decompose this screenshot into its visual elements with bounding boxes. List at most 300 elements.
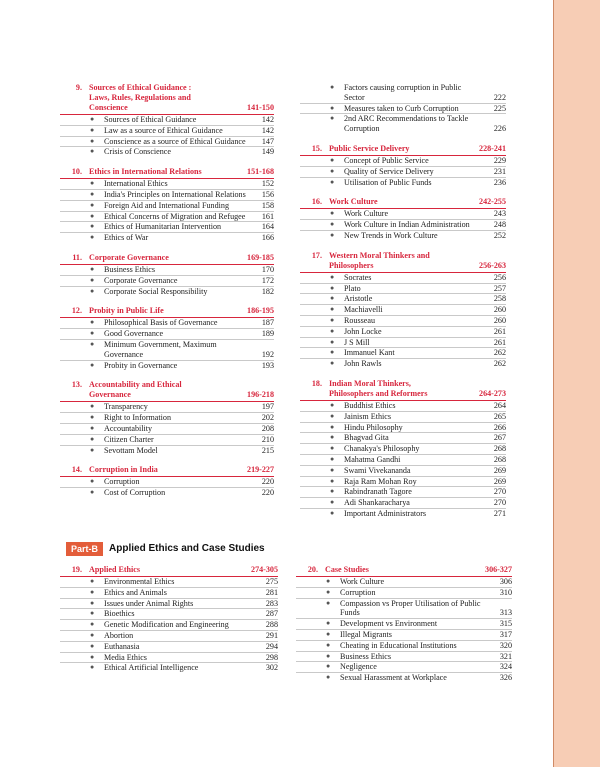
entry-title: Issues under Animal Rights bbox=[104, 598, 194, 608]
entry-title: Immanuel Kant bbox=[344, 348, 395, 358]
continued-entries bbox=[300, 83, 506, 134]
entry-title: Philosophical Basis of Governance bbox=[104, 318, 218, 328]
toc-entry bbox=[300, 178, 506, 188]
toc-entry bbox=[60, 599, 278, 610]
section-heading bbox=[60, 167, 274, 177]
toc-section bbox=[300, 379, 506, 519]
bullet-icon: ● bbox=[326, 629, 331, 638]
entry-title: Abortion bbox=[104, 630, 134, 640]
entry-page: 315 bbox=[499, 619, 512, 629]
toc-entry bbox=[296, 662, 512, 673]
section-heading bbox=[60, 83, 274, 113]
entry-title: Sources of Ethical Guidance bbox=[104, 115, 197, 124]
toc-entry bbox=[300, 104, 506, 115]
section-heading bbox=[300, 251, 506, 271]
section-heading bbox=[300, 379, 506, 399]
toc-entry bbox=[60, 588, 278, 599]
toc-entry bbox=[300, 294, 506, 305]
entry-page: 229 bbox=[493, 155, 506, 165]
toc-entry bbox=[300, 498, 506, 509]
section-page-range: 274-305 bbox=[251, 565, 278, 574]
entry-title: Bioethics bbox=[104, 609, 135, 619]
section-title: Western Moral Thinkers and Philosophers bbox=[329, 250, 430, 270]
bullet-icon: ● bbox=[330, 465, 335, 474]
entry-page: 158 bbox=[261, 200, 274, 210]
entry-title: Compassion vs Proper Utilisation of Public Funds bbox=[340, 598, 481, 618]
bullet-icon: ● bbox=[90, 339, 95, 348]
toc-entry bbox=[300, 338, 506, 349]
entry-title: Conscience as a source of Ethical Guidance bbox=[104, 136, 246, 146]
bullet-icon: ● bbox=[330, 326, 335, 335]
toc-entry bbox=[300, 305, 506, 316]
toc-entry bbox=[60, 620, 278, 631]
bullet-icon: ● bbox=[330, 400, 335, 409]
entry-page: 264 bbox=[493, 400, 506, 410]
entry-title: Ethics and Animals bbox=[104, 587, 167, 597]
toc-entry bbox=[60, 265, 274, 276]
toc-entry bbox=[300, 327, 506, 338]
entry-title: Business Ethics bbox=[340, 651, 392, 661]
bullet-icon: ● bbox=[330, 433, 335, 442]
entry-page: 202 bbox=[261, 413, 274, 423]
section-page-range: 256-263 bbox=[479, 260, 506, 270]
bullet-icon: ● bbox=[330, 83, 335, 91]
entry-title: Ethical Concerns of Migration and Refugee bbox=[104, 211, 246, 221]
bullet-icon: ● bbox=[330, 498, 335, 507]
toc-section bbox=[300, 251, 506, 369]
section-number: 13. bbox=[71, 380, 82, 390]
entry-page: 271 bbox=[493, 508, 506, 518]
part-badge: Part-B bbox=[66, 542, 103, 556]
toc-entry bbox=[60, 201, 274, 212]
section-number: 15. bbox=[311, 143, 322, 153]
bullet-icon: ● bbox=[90, 413, 95, 422]
entry-title: Negligence bbox=[340, 662, 377, 672]
bullet-icon: ● bbox=[330, 411, 335, 420]
entry-page: 294 bbox=[265, 641, 278, 651]
bullet-icon: ● bbox=[326, 651, 331, 660]
entry-page: 267 bbox=[493, 433, 506, 443]
bullet-icon: ● bbox=[90, 264, 95, 273]
bullet-icon: ● bbox=[330, 114, 335, 123]
entry-page: 317 bbox=[499, 629, 512, 639]
toc-entry bbox=[60, 609, 278, 620]
entry-page: 193 bbox=[261, 360, 274, 370]
section-title: Accountability and Ethical Governance bbox=[89, 380, 182, 400]
entry-title: Corporate Social Responsibility bbox=[104, 286, 208, 296]
right-column bbox=[300, 83, 506, 519]
entry-title: Ethics of War bbox=[104, 233, 149, 243]
entry-title: Rabindranath Tagore bbox=[344, 487, 412, 497]
entry-page: 260 bbox=[493, 315, 506, 325]
bullet-icon: ● bbox=[330, 272, 335, 281]
entry-title: Probity in Governance bbox=[104, 360, 178, 370]
part-b-heading bbox=[66, 541, 265, 556]
entry-title: International Ethics bbox=[104, 179, 168, 189]
entry-page: 291 bbox=[265, 630, 278, 640]
entry-title: Business Ethics bbox=[104, 264, 156, 274]
entry-title: Utilisation of Public Funds bbox=[344, 177, 432, 187]
toc-entry bbox=[60, 446, 274, 456]
toc-section bbox=[60, 253, 274, 296]
toc-entry bbox=[60, 318, 274, 329]
toc-entry bbox=[300, 444, 506, 455]
section-heading bbox=[60, 465, 274, 475]
entry-title: Concept of Public Service bbox=[344, 155, 429, 165]
toc-entry bbox=[60, 477, 274, 488]
entry-title: Buddhist Ethics bbox=[344, 400, 396, 410]
bullet-icon: ● bbox=[330, 166, 335, 175]
entry-page: 161 bbox=[261, 211, 274, 221]
toc-section bbox=[300, 197, 506, 240]
section-title: Probity in Public Life bbox=[89, 306, 164, 316]
entry-page: 324 bbox=[499, 662, 512, 672]
bullet-icon: ● bbox=[330, 294, 335, 303]
toc-entry bbox=[60, 147, 274, 157]
bullet-icon: ● bbox=[90, 641, 95, 650]
toc-entry bbox=[60, 663, 278, 673]
entry-title: Aristotle bbox=[344, 294, 373, 304]
bullet-icon: ● bbox=[90, 620, 95, 629]
entry-title: Right to Information bbox=[104, 413, 171, 423]
entry-title: New Trends in Work Culture bbox=[344, 230, 438, 240]
entry-title: 2nd ARC Recommendations to Tackle Corruption bbox=[344, 114, 469, 134]
toc-entry bbox=[60, 126, 274, 137]
bullet-icon: ● bbox=[90, 147, 95, 156]
section-heading bbox=[60, 380, 274, 400]
entry-page: 302 bbox=[265, 663, 278, 673]
entry-title: Bhagvad Gita bbox=[344, 433, 389, 443]
bullet-icon: ● bbox=[326, 598, 331, 607]
bullet-icon: ● bbox=[90, 434, 95, 443]
section-title: Indian Moral Thinkers, Philosophers and Reformers bbox=[329, 378, 428, 398]
entry-page: 298 bbox=[265, 652, 278, 662]
toc-entry bbox=[300, 114, 506, 134]
entry-page: 268 bbox=[493, 444, 506, 454]
entry-title: Raja Ram Mohan Roy bbox=[344, 476, 417, 486]
bullet-icon: ● bbox=[330, 283, 335, 292]
bullet-icon: ● bbox=[90, 286, 95, 295]
toc-entry bbox=[296, 588, 512, 599]
entry-page: 270 bbox=[493, 487, 506, 497]
toc-entry bbox=[60, 276, 274, 287]
section-page-range: 219-227 bbox=[247, 465, 274, 475]
section-page-range: 264-273 bbox=[479, 388, 506, 398]
section-number: 11. bbox=[72, 252, 82, 262]
section-title: Sources of Ethical Guidance : Laws, Rules, Regulations and Conscience bbox=[89, 83, 192, 112]
toc-entry bbox=[60, 340, 274, 361]
entry-page: 164 bbox=[261, 222, 274, 232]
entry-title: Jainism Ethics bbox=[344, 411, 391, 421]
entry-title: Work Culture in Indian Administration bbox=[344, 220, 470, 230]
toc-entry bbox=[300, 220, 506, 231]
entry-title: Work Culture bbox=[340, 577, 385, 586]
section-number: 12. bbox=[71, 306, 82, 316]
entry-page: 166 bbox=[261, 233, 274, 243]
entry-title: Development vs Environment bbox=[340, 619, 438, 629]
toc-entry bbox=[296, 577, 512, 588]
entry-title: Swami Vivekananda bbox=[344, 465, 411, 475]
bullet-icon: ● bbox=[330, 348, 335, 357]
entry-page: 257 bbox=[493, 283, 506, 293]
section-heading bbox=[60, 565, 278, 575]
bullet-icon: ● bbox=[330, 508, 335, 517]
section-page-range: 242-255 bbox=[479, 197, 506, 207]
bullet-icon: ● bbox=[330, 220, 335, 229]
part-b-left-column bbox=[60, 565, 278, 673]
bullet-icon: ● bbox=[90, 663, 95, 672]
bullet-icon: ● bbox=[326, 662, 331, 671]
entry-page: 197 bbox=[261, 402, 274, 412]
entry-title: Corruption bbox=[340, 587, 376, 597]
bullet-icon: ● bbox=[330, 209, 335, 218]
entry-title: Measures taken to Curb Corruption bbox=[344, 103, 459, 113]
toc-entry bbox=[300, 209, 506, 220]
entry-page: 182 bbox=[261, 286, 274, 296]
bullet-icon: ● bbox=[330, 487, 335, 496]
bullet-icon: ● bbox=[90, 630, 95, 639]
toc-entry bbox=[60, 642, 278, 653]
entry-page: 226 bbox=[493, 124, 506, 134]
entry-title: Cheating in Educational Institutions bbox=[340, 640, 457, 650]
bullet-icon: ● bbox=[90, 477, 95, 486]
section-page-range: 228-241 bbox=[479, 143, 506, 153]
toc-entry bbox=[60, 115, 274, 126]
section-page-range: 306-327 bbox=[485, 565, 512, 574]
entry-page: 215 bbox=[261, 445, 274, 455]
part-title: Applied Ethics and Case Studies bbox=[109, 543, 265, 554]
section-number: 16. bbox=[311, 197, 322, 207]
section-title: Ethics in International Relations bbox=[89, 167, 202, 177]
toc-section bbox=[60, 565, 278, 673]
entry-page: 142 bbox=[261, 125, 274, 135]
entry-page: 149 bbox=[261, 147, 274, 157]
toc-entry bbox=[300, 455, 506, 466]
toc-entry bbox=[60, 179, 274, 190]
section-title: Corporate Governance bbox=[89, 252, 169, 262]
bullet-icon: ● bbox=[330, 422, 335, 431]
toc-entry bbox=[300, 487, 506, 498]
bullet-icon: ● bbox=[90, 360, 95, 369]
toc-entry bbox=[60, 190, 274, 201]
toc-entry bbox=[300, 273, 506, 284]
entry-page: 306 bbox=[499, 577, 512, 586]
toc-entry bbox=[300, 433, 506, 444]
bullet-icon: ● bbox=[90, 587, 95, 596]
entry-page: 147 bbox=[261, 136, 274, 146]
entry-title: Sevottam Model bbox=[104, 445, 158, 455]
bullet-icon: ● bbox=[330, 476, 335, 485]
entry-page: 313 bbox=[499, 608, 512, 618]
bullet-icon: ● bbox=[330, 444, 335, 453]
entry-page: 243 bbox=[493, 209, 506, 219]
toc-entry bbox=[60, 435, 274, 446]
entry-page: 261 bbox=[493, 326, 506, 336]
section-page-range: 186-195 bbox=[247, 306, 274, 316]
bullet-icon: ● bbox=[330, 305, 335, 314]
entry-page: 220 bbox=[261, 488, 274, 498]
bullet-icon: ● bbox=[330, 454, 335, 463]
bullet-icon: ● bbox=[326, 640, 331, 649]
section-page-range: 169-185 bbox=[247, 252, 274, 262]
toc-entry bbox=[296, 641, 512, 652]
entry-title: Work Culture bbox=[344, 209, 389, 219]
entry-page: 252 bbox=[493, 230, 506, 240]
toc-entry bbox=[60, 424, 274, 435]
toc-entry bbox=[60, 488, 274, 498]
left-column bbox=[60, 83, 274, 498]
entry-title: Law as a source of Ethical Guidance bbox=[104, 125, 223, 135]
entry-title: Cost of Corruption bbox=[104, 488, 166, 498]
bullet-icon: ● bbox=[90, 136, 95, 145]
bullet-icon: ● bbox=[90, 598, 95, 607]
bullet-icon: ● bbox=[330, 177, 335, 186]
toc-entry bbox=[60, 287, 274, 297]
bullet-icon: ● bbox=[90, 189, 95, 198]
toc-entry bbox=[60, 137, 274, 148]
entry-title: Ethical Artificial Intelligence bbox=[104, 663, 199, 673]
toc-section bbox=[60, 465, 274, 498]
toc-entry bbox=[300, 412, 506, 423]
bullet-icon: ● bbox=[90, 329, 95, 338]
section-title: Applied Ethics bbox=[89, 565, 141, 574]
bullet-icon: ● bbox=[90, 200, 95, 209]
entry-page: 222 bbox=[493, 92, 506, 102]
section-heading bbox=[60, 306, 274, 316]
entry-title: Machiavelli bbox=[344, 305, 383, 315]
bullet-icon: ● bbox=[90, 233, 95, 242]
section-title: Corruption in India bbox=[89, 465, 158, 475]
section-title: Case Studies bbox=[325, 565, 369, 574]
toc-entry bbox=[300, 401, 506, 412]
bullet-icon: ● bbox=[330, 337, 335, 346]
toc-entry bbox=[300, 348, 506, 359]
bullet-icon: ● bbox=[90, 211, 95, 220]
toc-entry bbox=[296, 619, 512, 630]
bullet-icon: ● bbox=[326, 619, 331, 628]
entry-page: 321 bbox=[499, 651, 512, 661]
entry-page: 320 bbox=[499, 640, 512, 650]
toc-entry bbox=[60, 233, 274, 243]
toc-section bbox=[60, 306, 274, 370]
toc-entry bbox=[300, 316, 506, 327]
toc-entry bbox=[60, 212, 274, 223]
entry-page: 220 bbox=[261, 477, 274, 487]
section-page-range: 196-218 bbox=[247, 390, 274, 400]
entry-page: 262 bbox=[493, 359, 506, 369]
toc-entry bbox=[300, 359, 506, 369]
entry-title: Environmental Ethics bbox=[104, 577, 175, 586]
entry-title: Euthanasia bbox=[104, 641, 140, 651]
entry-page: 170 bbox=[261, 264, 274, 274]
toc-entry bbox=[60, 361, 274, 371]
entry-page: 281 bbox=[265, 587, 278, 597]
section-heading bbox=[300, 197, 506, 207]
toc-entry bbox=[300, 156, 506, 167]
entry-page: 270 bbox=[493, 498, 506, 508]
toc-entry bbox=[60, 402, 274, 413]
entry-page: 189 bbox=[261, 329, 274, 339]
entry-title: John Rawls bbox=[344, 359, 382, 369]
entry-page: 142 bbox=[261, 115, 274, 124]
bullet-icon: ● bbox=[326, 577, 331, 585]
bullet-icon: ● bbox=[330, 155, 335, 164]
toc-entry bbox=[60, 413, 274, 424]
entry-title: J S Mill bbox=[344, 337, 370, 347]
toc-entry bbox=[60, 577, 278, 588]
bullet-icon: ● bbox=[330, 359, 335, 368]
entry-page: 265 bbox=[493, 411, 506, 421]
entry-page: 310 bbox=[499, 587, 512, 597]
bullet-icon: ● bbox=[90, 222, 95, 231]
entry-title: Adi Shankaracharya bbox=[344, 498, 410, 508]
bullet-icon: ● bbox=[90, 488, 95, 497]
bullet-icon: ● bbox=[326, 673, 331, 682]
toc-entry bbox=[296, 673, 512, 683]
toc-entry bbox=[300, 83, 506, 104]
entry-title: Rousseau bbox=[344, 315, 376, 325]
toc-entry bbox=[300, 284, 506, 295]
entry-page: 236 bbox=[493, 177, 506, 187]
side-stripe bbox=[553, 0, 600, 767]
entry-page: 225 bbox=[493, 103, 506, 113]
section-number: 14. bbox=[71, 465, 82, 475]
section-title: Work Culture bbox=[329, 197, 378, 207]
section-number: 18. bbox=[311, 378, 322, 388]
bullet-icon: ● bbox=[90, 115, 95, 123]
toc-entry bbox=[300, 477, 506, 488]
section-number: 10. bbox=[71, 167, 82, 177]
entry-page: 152 bbox=[261, 179, 274, 189]
entry-page: 287 bbox=[265, 609, 278, 619]
entry-page: 288 bbox=[265, 620, 278, 630]
entry-title: Foreign Aid and International Funding bbox=[104, 200, 229, 210]
bullet-icon: ● bbox=[90, 445, 95, 454]
toc-entry bbox=[60, 653, 278, 664]
entry-page: 192 bbox=[261, 349, 274, 359]
toc-section bbox=[296, 565, 512, 683]
entry-title: Citizen Charter bbox=[104, 434, 154, 444]
entry-page: 268 bbox=[493, 454, 506, 464]
entry-title: Genetic Modification and Engineering bbox=[104, 620, 229, 630]
entry-page: 262 bbox=[493, 348, 506, 358]
entry-title: Important Administrators bbox=[344, 508, 427, 518]
entry-title: Quality of Service Delivery bbox=[344, 166, 434, 176]
entry-title: Illegal Migrants bbox=[340, 629, 392, 639]
section-number: 17. bbox=[311, 250, 322, 260]
section-number: 19. bbox=[71, 565, 82, 574]
toc-entry bbox=[300, 509, 506, 519]
entry-page: 261 bbox=[493, 337, 506, 347]
entry-title: India's Principles on International Relations bbox=[104, 189, 246, 199]
toc-section bbox=[60, 83, 274, 157]
entry-page: 208 bbox=[261, 423, 274, 433]
entry-title: Socrates bbox=[344, 272, 372, 282]
bullet-icon: ● bbox=[90, 423, 95, 432]
bullet-icon: ● bbox=[90, 125, 95, 134]
entry-page: 266 bbox=[493, 422, 506, 432]
bullet-icon: ● bbox=[330, 315, 335, 324]
entry-title: Hindu Philosophy bbox=[344, 422, 403, 432]
entry-page: 258 bbox=[493, 294, 506, 304]
section-number: 9. bbox=[75, 83, 82, 92]
entry-title: Ethics of Humanitarian Intervention bbox=[104, 222, 222, 232]
entry-page: 275 bbox=[265, 577, 278, 586]
entry-title: Mahatma Gandhi bbox=[344, 454, 401, 464]
entry-page: 260 bbox=[493, 305, 506, 315]
bullet-icon: ● bbox=[330, 230, 335, 239]
entry-page: 269 bbox=[493, 465, 506, 475]
